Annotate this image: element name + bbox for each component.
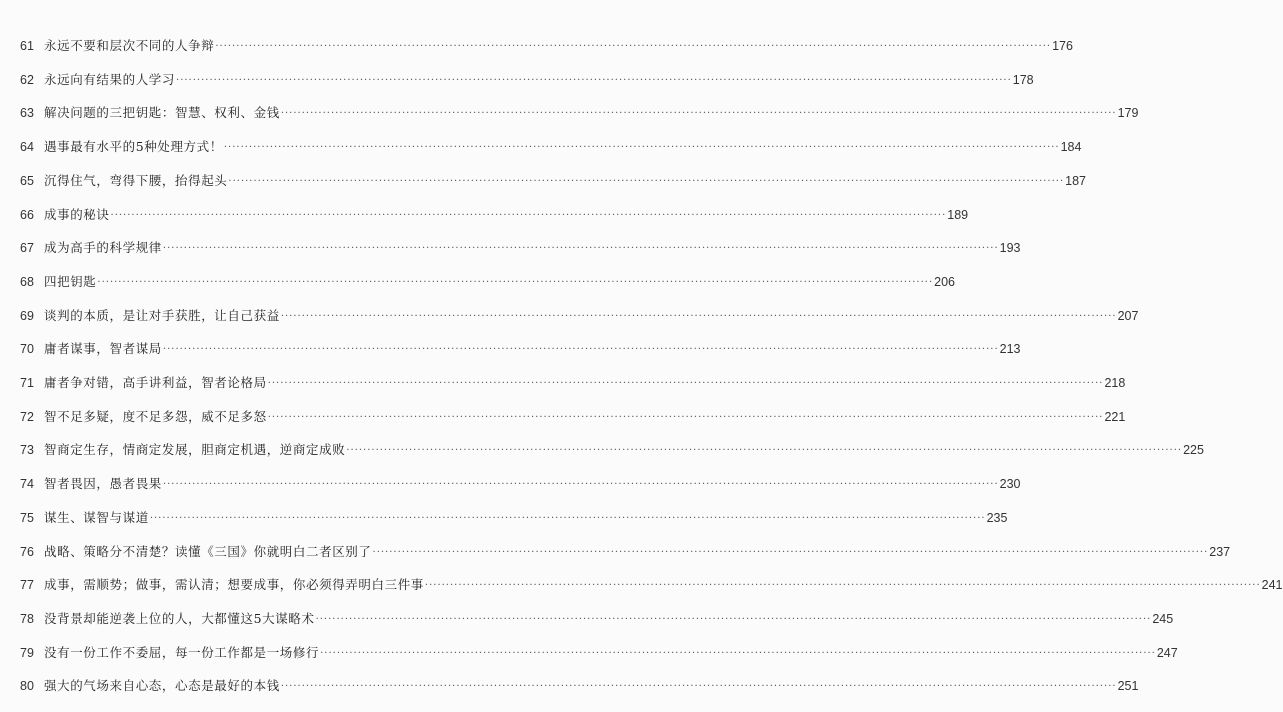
toc-entry-page-number: 221 [1104,409,1126,424]
toc-entry[interactable] [20,36,1073,56]
toc-dot-leader: ········································································································································································································ [267,378,1104,389]
toc-entry[interactable] [20,440,1204,460]
toc-entry-title: 庸者争对错，高手讲利益，智者论格局 [44,375,267,390]
toc-entry[interactable] [20,339,1021,359]
toc-entry-number: 63 [20,106,34,121]
toc-entry-number: 61 [20,39,34,53]
toc-entry-page-number: 184 [1060,140,1082,155]
toc-entry-page-number: 193 [999,241,1021,256]
toc-entry-page-number: 245 [1152,611,1174,626]
toc-entry-number: 70 [20,342,34,357]
toc-entry-number: 74 [20,477,34,492]
toc-dot-leader: ········································································································································································································ [280,681,1117,693]
toc-entry[interactable] [20,137,1082,157]
toc-dot-leader: ········································································································································································································ [320,647,1156,659]
toc-entry[interactable] [20,103,1139,123]
toc-entry-number: 78 [20,611,34,626]
toc-dot-leader: ········································································································································································································ [228,175,1065,187]
toc-entry-number: 80 [20,679,34,694]
toc-entry[interactable] [20,373,1126,393]
toc-entry-page-number: 176 [1052,39,1073,53]
toc-entry-title: 智者畏因，愚者畏果 [44,476,162,492]
toc-dot-leader: ········································································································································································································ [280,108,1117,120]
toc-dot-leader: ········································································································································································································ [372,546,1209,558]
toc-entry[interactable] [20,171,1087,191]
toc-entry-title: 解决问题的三把钥匙：智慧、权利、金钱 [44,105,280,121]
toc-entry-page-number: 206 [934,274,956,289]
toc-entry-title: 成事，需顺势；做事，需认清；想要成事，你必须得弄明白三件事 [44,577,424,593]
toc-entry[interactable] [20,205,969,225]
toc-entry[interactable] [20,609,1174,629]
toc-entry-page-number: 179 [1117,106,1139,121]
toc-entry[interactable] [20,508,1008,528]
toc-entry-page-number: 251 [1117,679,1139,694]
toc-entry-title: 成事的秘诀 [44,206,110,222]
toc-entry-number: 77 [20,578,34,593]
toc-dot-leader: ········································································································································································································ [424,580,1261,592]
toc-entry-title: 成为高手的科学规律 [44,240,162,256]
toc-entry-title: 遇事最有水平的5种处理方式！ [44,139,223,155]
toc-dot-leader: ········································································································································································································ [162,344,999,356]
toc-entry[interactable] [20,272,956,292]
toc-dot-leader: ········································································································································································································ [215,41,1052,52]
toc-entry-title: 四把钥匙 [44,273,97,289]
toc-entry-number: 64 [20,140,34,155]
toc-entry-title: 没有一份工作不委屈，每一份工作都是一场修行 [44,644,320,660]
toc-dot-leader: ········································································································································································································ [267,411,1104,423]
toc-entry-page-number: 237 [1209,544,1231,559]
toc-entry-number: 67 [20,241,34,256]
toc-entry-number: 69 [20,308,34,323]
toc-entry[interactable] [20,643,1178,663]
toc-entry-number: 75 [20,510,34,525]
toc-entry-title: 智不足多疑，度不足多怨，威不足多怒 [44,408,267,424]
toc-entry-number: 68 [20,274,34,289]
toc-dot-leader: ········································································································································································································ [223,142,1060,154]
toc-entry-number: 72 [20,409,34,424]
toc-entry-number: 73 [20,443,34,458]
toc-entry-page-number: 230 [999,477,1021,492]
toc-entry-title: 永远不要和层次不同的人争辩 [44,38,215,53]
toc-dot-leader: ········································································································································································································ [280,310,1117,322]
toc-entry-page-number: 225 [1183,443,1204,458]
toc-entry-title: 沉得住气，弯得下腰，抬得起头 [44,172,228,188]
toc-dot-leader: ········································································································································································································ [346,445,1183,457]
toc-dot-leader: ········································································································································································································ [162,479,999,491]
toc-entry-title: 没背景却能逆袭上位的人，大都懂这5大谋略术 [44,610,315,626]
toc-entry-page-number: 213 [999,342,1021,357]
toc-entry[interactable] [20,676,1139,696]
toc-dot-leader: ········································································································································································································ [110,209,947,221]
toc-dot-leader: ········································································································································································································ [162,243,999,255]
toc-entry-page-number: 187 [1065,173,1087,188]
toc-entry[interactable] [20,575,1283,595]
toc-entry-title: 战略、策略分不清楚？读懂《三国》你就明白二者区别了 [44,543,372,559]
toc-entry[interactable] [20,70,1034,90]
toc-entry-number: 66 [20,207,34,222]
toc-entry-page-number: 207 [1117,308,1139,323]
toc-dot-leader: ········································································································································································································ [149,512,986,524]
toc-entry[interactable] [20,238,1021,258]
toc-entry-number: 62 [20,72,34,87]
toc-entry-title: 强大的气场来自心态，心态是最好的本钱 [44,678,280,694]
toc-entry-page-number: 178 [1012,72,1034,87]
toc-entry-number: 79 [20,645,34,660]
toc-entry-title: 谈判的本质，是让对手获胜，让自己获益 [44,307,280,323]
toc-dot-leader: ········································································································································································································ [176,74,1012,86]
toc-entry-page-number: 235 [986,510,1008,525]
toc-entry-page-number: 189 [947,207,969,222]
toc-entry-page-number: 218 [1104,376,1126,390]
toc-entry-number: 71 [20,376,34,390]
toc-entry-title: 永远向有结果的人学习 [44,71,176,87]
toc-dot-leader: ········································································································································································································ [315,613,1152,625]
toc-entry-number: 76 [20,544,34,559]
toc-entry[interactable] [20,542,1231,562]
toc-entry[interactable] [20,474,1021,494]
toc-entry-title: 庸者谋事，智者谋局 [44,341,162,357]
toc-entry-number: 65 [20,173,34,188]
toc-entry-title: 谋生、谋智与谋道 [44,509,149,525]
toc-dot-leader: ········································································································································································································ [97,276,934,288]
toc-entry-page-number: 247 [1156,645,1178,660]
toc-entry[interactable] [20,407,1126,427]
toc-entry-page-number: 241 [1261,578,1283,593]
toc-entry[interactable] [20,306,1139,326]
toc-entry-title: 智商定生存，情商定发展，胆商定机遇，逆商定成败 [44,442,346,458]
